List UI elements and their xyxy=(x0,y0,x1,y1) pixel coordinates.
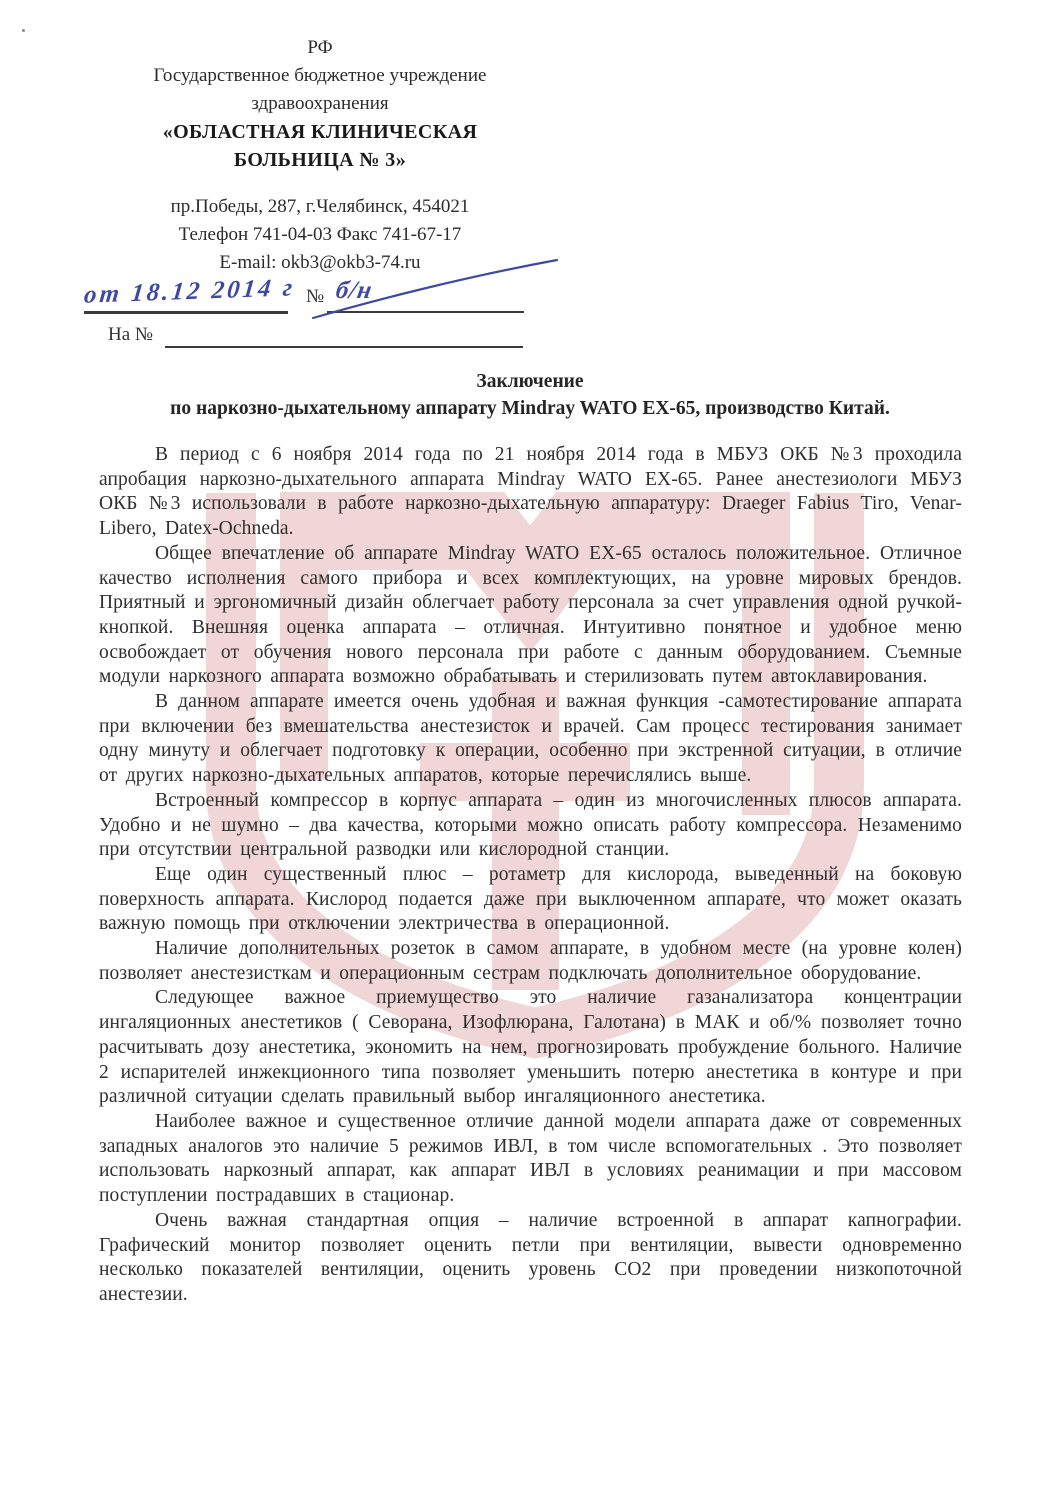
scan-speck xyxy=(22,29,25,32)
letterhead-country: РФ xyxy=(307,37,333,58)
handwritten-outgoing-date: от 18.12 2014 г xyxy=(82,274,297,309)
handwritten-number-value: б/н xyxy=(333,277,375,304)
paragraph: Общее впечатление об аппарате Mindray WATO EX-65 осталось положительное. Отличное качество исполнения самого прибора и всех комплектующих, на уровне мировых брендов. Приятный и эргономичный дизайн облегчает работу персонала за счет управления одной ручкой-кнопкой. Внешняя оценка аппарата – отличная. Интуитивно понятное и удобное меню освобождает от обучения нового персонала при работе с данным оборудованием. Съемные модули наркозного аппарата возможно обрабатывать и стерилизовать путем автоклавирования. xyxy=(99,542,962,688)
title-line1: Заключение xyxy=(476,371,584,392)
paragraph: Встроенный компрессор в корпус аппарата – один из многочисленных плюсов аппарата. Удобно и не шумно – два качества, которыми можно описать работу компрессора. Незаменимо при отсутствии центральной разводки или кислородной станции. xyxy=(99,789,962,861)
paragraph: Еще один существенный плюс – ротаметр для кислорода, выведенный на боковую поверхность аппарата. Кислород подается даже при выключенном аппарате, что может оказать важную помощь при отключении электричества в операционной. xyxy=(99,863,962,935)
number-label: № xyxy=(306,286,325,307)
letterhead-org-line1: Государственное бюджетное учреждение xyxy=(153,65,487,86)
letterhead-address: пр.Победы, 287, г.Челябинск, 454021 xyxy=(170,196,470,217)
paragraph: В данном аппарате имеется очень удобная и важная функция -самотестирование аппарата при включении без вмешательства анестезисток и врачей. Сам процесс тестирования занимает одну минуту и облегчает подготовку к операции, особенно при экстренной ситуации, в отличие от других наркозно-дыхательных аппаратов, которые перечислялись выше. xyxy=(99,691,962,787)
hospital-name-line2: БОЛЬНИЦА № 3» xyxy=(233,149,407,171)
paragraph: Наиболее важное и существенное отличие данной модели аппарата даже от современных западных аналогов это наличие 5 режимов ИВЛ, в том числе вспомогательных . Это позволяет использовать наркозный аппарат, как аппарат ИВЛ в условиях реанимации и при массовом поступлении пострадавших в стационар. xyxy=(99,1110,962,1207)
letterhead xyxy=(98,34,542,277)
letterhead-phone-fax: Телефон 741-04-03 Факс 741-67-17 xyxy=(178,224,462,245)
letterhead-org-line2: здравоохранения xyxy=(251,93,389,114)
incoming-number-underline xyxy=(165,346,523,348)
title-line2: по наркозно-дыхательному аппарату Mindray WATO EX-65, производство Китай. xyxy=(170,398,890,419)
paragraph: Очень важная стандартная опция – наличие встроенной в аппарат капнографии. Графический монитор позволяет оценить петли при вентиляции, вывести одновременно несколько показателей вентиляции, оценить уровень СО2 при проведении низкопоточной анестезии. xyxy=(99,1209,962,1305)
incoming-number-label: На № xyxy=(108,324,154,345)
hospital-name-line1: «ОБЛАСТНАЯ КЛИНИЧЕСКАЯ xyxy=(162,121,478,143)
letterhead-email: E-mail: okb3@okb3-74.ru xyxy=(219,252,421,273)
pen-flourish-stroke xyxy=(305,252,565,322)
paragraph: В период с 6 ноября 2014 года по 21 ноября 2014 года в МБУЗ ОКБ №3 проходила апробация наркозно-дыхательного аппарата Mindray WATO EX-65. Ранее анестезиологи МБУЗ ОКБ №3 использовали в работе наркозно-дыхательную аппаратуру: Draeger Fabius Tiro, Venar-Libero, Datex-Ochneda. xyxy=(99,444,962,540)
paragraph: Наличие дополнительных розеток в самом аппарате, в удобном месте (на уровне колен) позволяет анестезисткам и операционным сестрам подключать дополнительное оборудование. xyxy=(99,938,962,984)
date-underline xyxy=(84,311,288,314)
document-title xyxy=(99,368,961,422)
document-body xyxy=(99,443,962,1308)
paragraph: Следующее важное приемущество это наличие газанализатора концентрации ингаляционных анестетиков ( Севорана, Изофлюрана, Галотана) в МАК и об/% позволяет точно расчитывать дозу анестетика, экономить на нем, прогнозировать пробуждение больного. Наличие 2 испарителей инжекционного типа позволяет уменьшить потерю анестетика в контуре и при различной ситуации сделать правильный выбор ингаляционного анестетика. xyxy=(99,987,962,1108)
